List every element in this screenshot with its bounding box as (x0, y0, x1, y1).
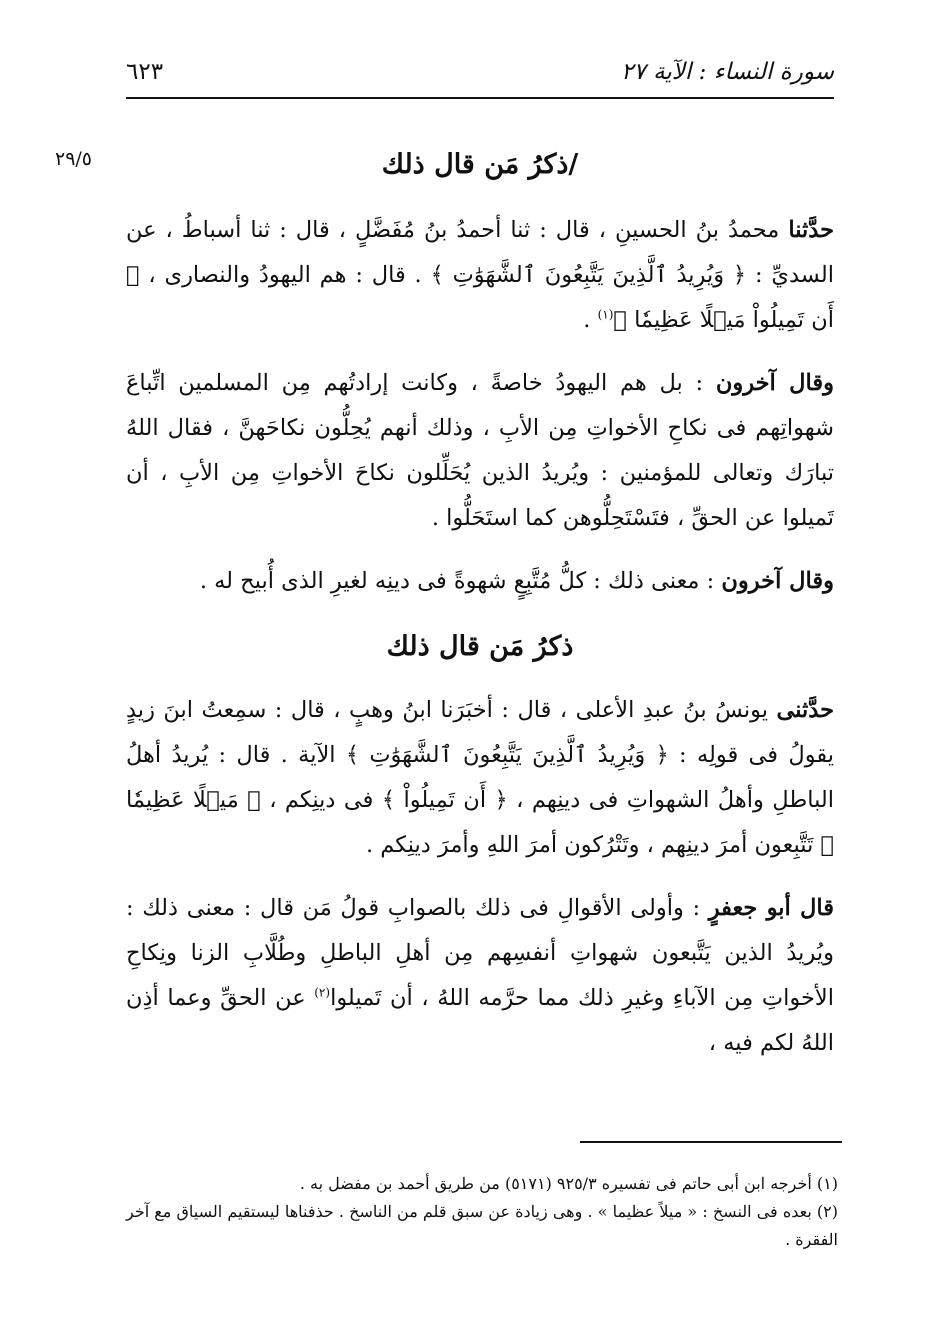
paragraph-text: . (583, 307, 598, 333)
paragraph-lead: وقال آخرون (721, 568, 834, 594)
quran-quote: ﴿ وَيُرِيدُ ٱلَّذِينَ يَتَّبِعُونَ ٱلشَّهَوَٰتِ ﴾ (430, 262, 747, 288)
section-heading: /ذكرُ مَن قال ذلك (381, 149, 579, 180)
quran-quote: ﴿ أَن تَمِيلُواْ ﴾ (381, 787, 508, 813)
paragraph-text: محمدُ بنُ الحسينِ ، قال : ثنا أحمدُ بنُ مُفَضَّلٍ ، قال : ثنا أسباطُ ، عن السديِّ : (126, 217, 834, 288)
paragraph-text: تَتَّبِعون أمرَ دينِهم ، وتَتْرُكون أمرَ اللهِ وأمرَ دينِكم . (365, 832, 821, 858)
page-number: ٦٢٣ (126, 59, 164, 85)
paragraph-text: يونسُ بنُ عبدِ الأعلى ، قال : أخبَرَنا ابنُ وهبٍ ، قال : سمِعتُ ابنَ زيدٍ يقولُ فى قولِه : (126, 697, 834, 768)
footnote-marker: (١) (597, 307, 614, 322)
section-heading: ذكرُ مَن قال ذلك (386, 631, 574, 662)
paragraph-text: : بل هم اليهودُ خاصةً ، وكانت إرادتُهم مِن المسلمين اتِّباعَ شهواتِهم فى نكاحِ الأخواتِ مِن الأبِ ، وذلك أنهم يُحِلُّون نكاحَهنَّ ، فقال اللهُ تبارَك وتعالى للمؤمنين : ويُريدُ الذين يُحَلِّلون نكاحَ الأخواتِ مِن الأبِ ، أن تَميلوا عن الحقِّ ، فتَسْتَحِلُّوهن كما استَحَلُّوا . (126, 370, 834, 531)
paragraph-4 (126, 688, 834, 868)
running-title: سورة النساء : الآية ٢٧ (621, 59, 834, 85)
paragraph-1 (126, 208, 834, 343)
paragraph-text: : وأولى الأقوالِ فى ذلك بالصوابِ قولُ مَن قال : معنى ذلك : ويُريدُ الذين يَتَّبعون شهواتِ أنفسِهم مِن أهلِ الباطلِ وطُلَّابِ الزنا ونِكاحِ الأخواتِ مِن الآباءِ وغيرِ ذلك مما حرَّمه اللهُ ، أن تَميلوا (126, 895, 834, 1011)
margin-note: ٢٩/٥ (55, 148, 93, 170)
paragraph-lead: حدَّثنا (788, 217, 834, 243)
paragraph-text: فى دينِكم ، (260, 787, 382, 813)
quran-quote: ﴿ مَيۡلًا عَظِيمٗا ﴾ (126, 787, 834, 858)
paragraph-lead: قال أبو جعفرٍ (708, 895, 834, 921)
paragraph-text: : معنى ذلك : كلُّ مُتَّبِعٍ شهوةً فى دينِه لغيرِ الذى أُبيح له . (199, 568, 722, 594)
paragraph-lead: وقال آخرون (715, 370, 834, 396)
header-rule (126, 97, 834, 99)
paragraph-text: . قال : هم اليهودُ والنصارى ، (139, 262, 431, 288)
paragraph-text: الآية . قال : يُريدُ أهلُ الباطلِ وأهلُ الشهواتِ فى دينِهم ، (126, 742, 834, 813)
page-header (126, 52, 834, 92)
footnote: (٢) بعده فى النسخ : « ميلاً عظيما » . وهى زيادة عن سبق قلم من الناسخ . حذفناها ليستقيم السياق مع آخر الفقرة . (126, 1202, 838, 1249)
paragraph-text: عن الحقِّ وعما أذِن اللهُ لكم فيه ، (126, 985, 834, 1056)
footnote: (١) أخرجه ابن أبى حاتم فى تفسيره ٩٢٥/٣ (٥١٧١) من طريق أحمد بن مفضل به . (299, 1174, 838, 1193)
footnote-rule (580, 1141, 842, 1143)
footnotes (126, 1170, 838, 1254)
quran-quote: ﴿ وَيُرِيدُ ٱلَّذِينَ يَتَّبِعُونَ ٱلشَّهَوَٰتِ ﴾ (345, 742, 669, 768)
paragraph-2 (126, 361, 834, 541)
footnote-marker: (٢) (314, 985, 331, 1000)
quran-quote: ﴿ أَن تَمِيلُواْ مَيۡلًا عَظِيمٗا ﴾ (126, 262, 834, 333)
paragraph-3 (126, 559, 834, 604)
paragraph-lead: حدَّثنى (776, 697, 834, 723)
main-text (126, 140, 834, 1084)
paragraph-5 (126, 886, 834, 1066)
